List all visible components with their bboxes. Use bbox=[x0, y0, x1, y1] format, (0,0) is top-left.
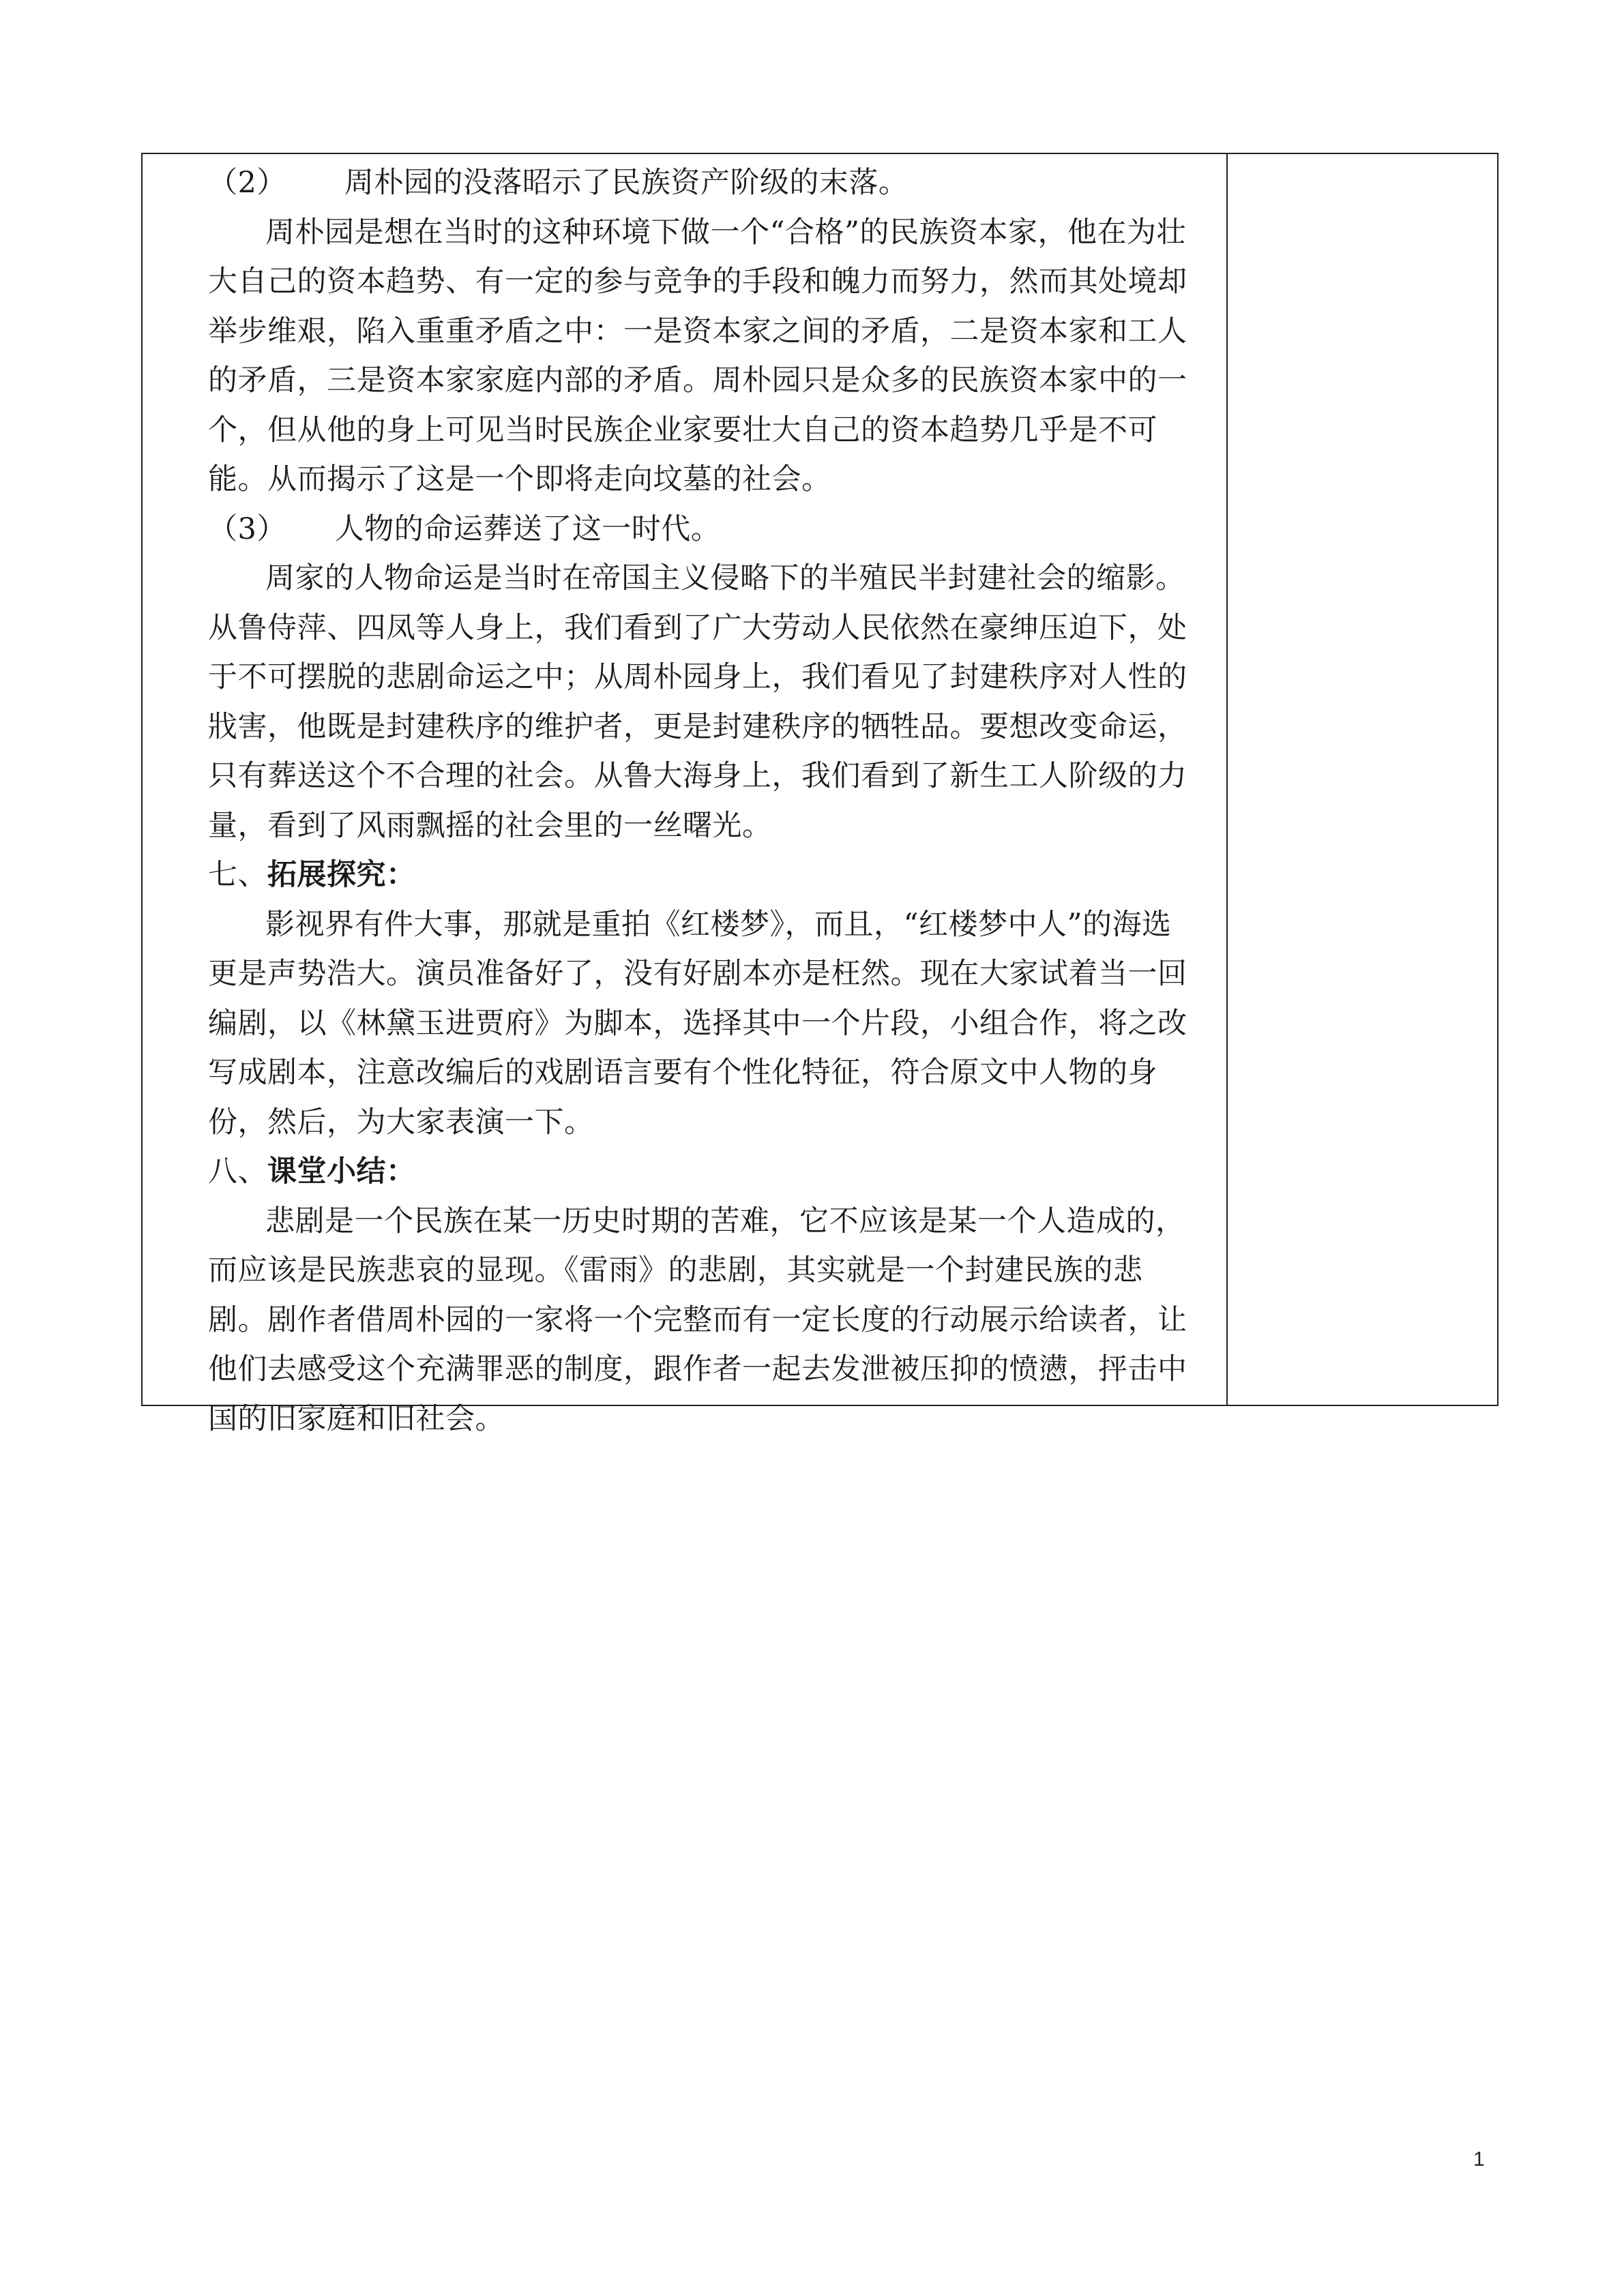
section-number: 八、 bbox=[208, 1154, 267, 1189]
section-title: 课堂小结： bbox=[267, 1154, 416, 1189]
section-heading-8 bbox=[208, 1147, 1197, 1197]
section-title: 拓展探究： bbox=[267, 858, 416, 892]
paragraph-4: 悲剧是一个民族在某一历史时期的苦难，它不应该是某一个人造成的，而应该是民族悲哀的显现。《雷雨》的悲剧，其实就是一个封建民族的悲剧。剧作者借周朴园的一家将一个完整而有一定长度的行动展示给读者，让他们去感受这个充满罪恶的制度，跟作者一起去发泄被压抑的愤懑，抨击中国的旧家庭和旧社会。 bbox=[208, 1204, 1187, 1436]
sub-heading-number: （2） bbox=[208, 166, 286, 200]
paragraph-3: 影视界有件大事，那就是重拍《红楼梦》，而且，“红楼梦中人”的海选更是声势浩大。演员准备好了，没有好剧本亦是枉然。现在大家试着当一回编剧，以《林黛玉进贾府》为脚本，选择其中一个片段，小组合作，将之改写成剧本，注意改编后的戏剧语言要有个性化特征，符合原文中人物的身份，然后，为大家表演一下。 bbox=[208, 907, 1187, 1139]
paragraph-1: 周朴园是想在当时的这种环境下做一个“合格”的民族资本家，他在为壮大自己的资本趋势、有一定的参与竞争的手段和魄力而努力，然而其处境却举步维艰，陷入重重矛盾之中：一是资本家之间的矛盾，二是资本家和工人的矛盾，三是资本家家庭内部的矛盾。周朴园只是众多的民族资本家中的一个，但从他的身上可见当时民族企业家要壮大自己的资本趋势几乎是不可能。从而揭示了这是一个即将走向坟墓的社会。 bbox=[208, 215, 1187, 496]
sub-heading-2 bbox=[208, 158, 1197, 208]
paragraph-2: 周家的人物命运是当时在帝国主义侵略下的半殖民半封建社会的缩影。从鲁侍萍、四凤等人身上，我们看到了广大劳动人民依然在豪绅压迫下，处于不可摆脱的悲剧命运之中；从周朴园身上，我们看见了封建秩序对人性的戕害，他既是封建秩序的维护者，更是封建秩序的牺牲品。要想改变命运，只有葬送这个不合理的社会。从鲁大海身上，我们看到了新生工人阶级的力量，看到了风雨飘摇的社会里的一丝曙光。 bbox=[208, 561, 1187, 843]
section-number: 七、 bbox=[208, 858, 267, 892]
content-table bbox=[141, 153, 1498, 1436]
sub-heading-text: 周朴园的没落昭示了民族资产阶级的末落。 bbox=[344, 166, 909, 200]
section-heading-7 bbox=[208, 850, 1197, 900]
sub-heading-3 bbox=[208, 505, 1197, 554]
sub-heading-number: （3） bbox=[208, 511, 286, 546]
main-cell bbox=[208, 158, 1197, 1444]
side-cell-empty bbox=[1228, 154, 1497, 1405]
sub-heading-text: 人物的命运葬送了这一时代。 bbox=[334, 511, 721, 546]
page-number: 1 bbox=[1473, 2148, 1485, 2171]
